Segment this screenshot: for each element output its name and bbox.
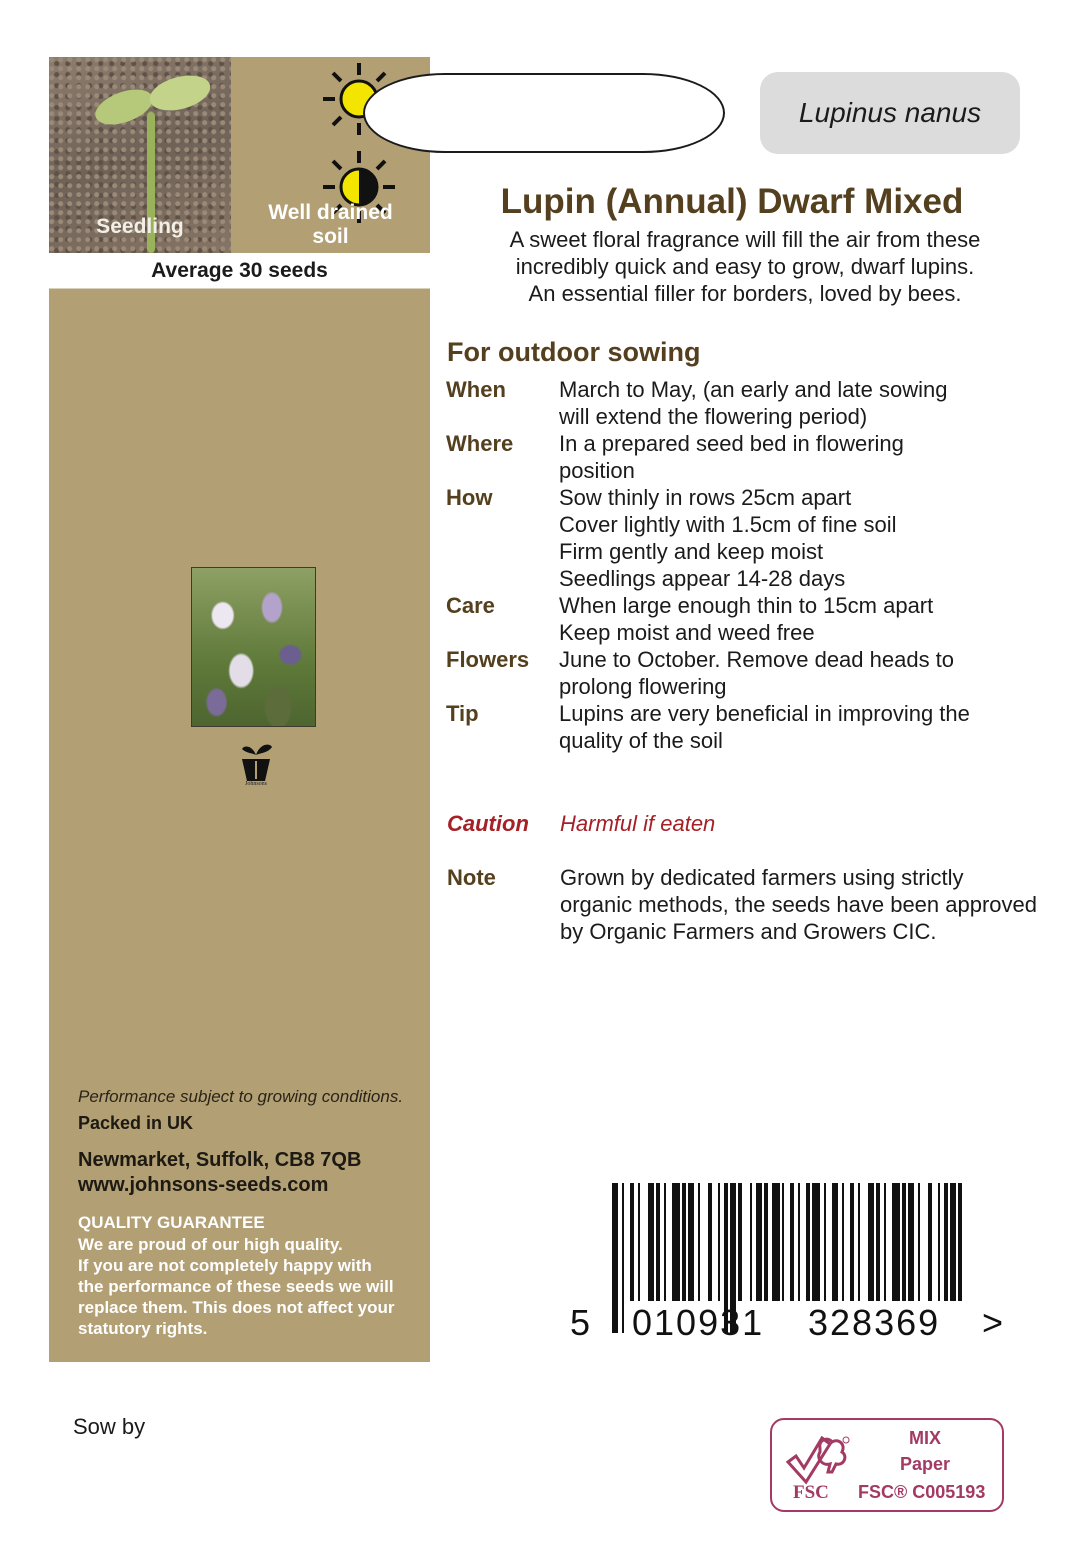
barcode-bar (648, 1183, 654, 1301)
sow-by-label: Sow by (73, 1414, 146, 1439)
seed-count: Average 30 seeds (49, 253, 430, 289)
address-line: Newmarket, Suffolk, CB8 7QB (78, 1149, 362, 1171)
instruction-line: Sow thinly in rows 25cm apart (559, 485, 852, 510)
instruction-row-how (446, 484, 1046, 592)
quality-line: statutory rights. (78, 1319, 208, 1338)
caution-value: Harmful if eaten (560, 811, 716, 836)
barcode-bar (718, 1183, 720, 1301)
packed-in: Packed in UK (78, 1113, 194, 1133)
website-link[interactable]: www.johnsons-seeds.com (78, 1174, 329, 1196)
barcode-bar (902, 1183, 906, 1301)
barcode-bar (782, 1183, 784, 1301)
note-line: organic methods, the seeds have been approved (560, 892, 1037, 917)
performance-note: Performance subject to growing conditions. (78, 1087, 404, 1106)
quality-guarantee-title: QUALITY GUARANTEE (78, 1213, 265, 1232)
instruction-row-where (446, 430, 1046, 484)
instruction-line: Firm gently and keep moist (559, 539, 824, 564)
barcode (566, 1183, 1016, 1343)
barcode-bar (656, 1183, 660, 1301)
quality-guarantee-text (78, 1234, 423, 1339)
instruction-key: When (446, 377, 506, 402)
barcode-bar (772, 1183, 780, 1301)
intro-line: A sweet floral fragrance will fill the air from these (509, 227, 981, 252)
instruction-row-care (446, 592, 1046, 646)
seedling-label: Seedling (96, 215, 184, 238)
instruction-line: Cover lightly with 1.5cm of fine soil (559, 512, 897, 537)
growing-icons-block (49, 57, 430, 253)
barcode-bar (738, 1183, 742, 1301)
instruction-key: Where (446, 431, 514, 456)
barcode-bar (612, 1183, 618, 1333)
intro-line: incredibly quick and easy to grow, dwarf lupins. (515, 254, 975, 279)
caution-row (447, 810, 715, 837)
barcode-bar (950, 1183, 956, 1301)
barcode-bar (688, 1183, 694, 1301)
soil-label (231, 201, 430, 249)
barcode-bar (876, 1183, 880, 1301)
lupin-flower-photo (191, 567, 316, 727)
barcode-bar (630, 1183, 634, 1301)
product-title: Lupin (Annual) Dwarf Mixed (500, 182, 964, 221)
note-line: by Organic Farmers and Growers CIC. (560, 919, 937, 944)
barcode-bar (806, 1183, 810, 1301)
quality-line: If you are not completely happy with (78, 1256, 372, 1275)
instruction-line: prolong flowering (559, 674, 727, 699)
seedling-leaf (146, 70, 214, 117)
instruction-line: quality of the soil (559, 728, 723, 753)
barcode-bar (938, 1183, 940, 1301)
instruction-key: Tip (446, 701, 479, 726)
packet-name-tab (363, 73, 725, 153)
barcode-bar (790, 1183, 794, 1301)
note-key: Note (447, 865, 496, 890)
barcode-bar (850, 1183, 854, 1301)
instruction-key: Care (446, 593, 495, 618)
instruction-line: Seedlings appear 14-28 days (559, 566, 846, 591)
latin-name: Lupinus nanus (760, 72, 1020, 154)
company-address (78, 1148, 361, 1198)
barcode-bar (944, 1183, 948, 1301)
instruction-line: will extend the flowering period) (559, 404, 868, 429)
instruction-value (559, 700, 1046, 754)
barcode-bar (858, 1183, 860, 1301)
note-line: Grown by dedicated farmers using strictly (560, 865, 964, 890)
instruction-row-tip (446, 700, 1046, 754)
instruction-line: March to May, (an early and late sowing (559, 377, 948, 402)
instruction-key: Flowers (446, 647, 530, 672)
barcode-bar (892, 1183, 900, 1301)
instruction-value (559, 592, 1046, 646)
seedling-photo (49, 57, 231, 253)
quality-line: the performance of these seeds we will (78, 1277, 394, 1296)
barcode-bar (798, 1183, 800, 1301)
barcode-bar (638, 1183, 640, 1301)
barcode-bar (664, 1183, 666, 1301)
fsc-logo-word: FSC (793, 1482, 829, 1503)
fsc-license-code: FSC® C005193 (858, 1482, 986, 1502)
soil-label-line: soil (312, 225, 349, 248)
barcode-bar (672, 1183, 680, 1301)
barcode-bar (812, 1183, 820, 1301)
caution-key: Caution (447, 811, 529, 836)
barcode-first-digit: 5 (570, 1302, 591, 1343)
instruction-row-flowers (446, 646, 1046, 700)
instruction-value (559, 376, 1046, 430)
barcode-bar (682, 1183, 686, 1301)
instruction-line: When large enough thin to 15cm apart (559, 593, 934, 618)
barcode-bar (708, 1183, 712, 1301)
barcode-group-right: 328369 (808, 1302, 941, 1343)
fsc-paper-label: Paper (899, 1454, 951, 1474)
instruction-value (559, 646, 1046, 700)
barcode-bar (958, 1183, 962, 1301)
barcode-bar (698, 1183, 700, 1301)
barcode-bar (750, 1183, 752, 1301)
intro-line: An essential filler for borders, loved by bees. (528, 281, 962, 306)
sowing-section-title: For outdoor sowing (447, 337, 701, 367)
barcode-bar (928, 1183, 932, 1301)
quality-line: We are proud of our high quality. (78, 1235, 343, 1254)
instruction-line: Lupins are very beneficial in improving the (559, 701, 970, 726)
note-row (447, 864, 1047, 945)
johnsons-logo-text: Johnsons (244, 781, 267, 787)
soil-label-line: Well drained (268, 201, 393, 224)
barcode-bar (824, 1183, 826, 1301)
barcode-bar (884, 1183, 886, 1301)
barcode-group-left: 010931 (632, 1302, 765, 1343)
fsc-tree-checkmark-icon (782, 1432, 852, 1486)
barcode-bar (868, 1183, 874, 1301)
instruction-line: June to October. Remove dead heads to (559, 647, 955, 672)
barcode-bar (908, 1183, 914, 1301)
instruction-row-when (446, 376, 1046, 430)
barcode-end-mark: > (982, 1302, 1004, 1343)
barcode-bar (918, 1183, 920, 1301)
instruction-value (559, 430, 1046, 484)
barcode-bar (622, 1183, 624, 1333)
instruction-key: How (446, 485, 493, 510)
quality-line: replace them. This does not affect your (78, 1298, 395, 1317)
note-value (560, 864, 1047, 945)
barcode-bar (832, 1183, 838, 1301)
barcode-bar (756, 1183, 762, 1301)
instruction-line: In a prepared seed bed in flowering (559, 431, 904, 456)
instruction-line: Keep moist and weed free (559, 620, 815, 645)
barcode-bar (764, 1183, 768, 1301)
instruction-line: position (559, 458, 635, 483)
barcode-bar (842, 1183, 844, 1301)
product-intro (432, 226, 1058, 307)
instruction-value (559, 484, 1046, 592)
sowing-instructions (446, 376, 1046, 754)
fsc-mix-label: MIX (908, 1428, 941, 1448)
